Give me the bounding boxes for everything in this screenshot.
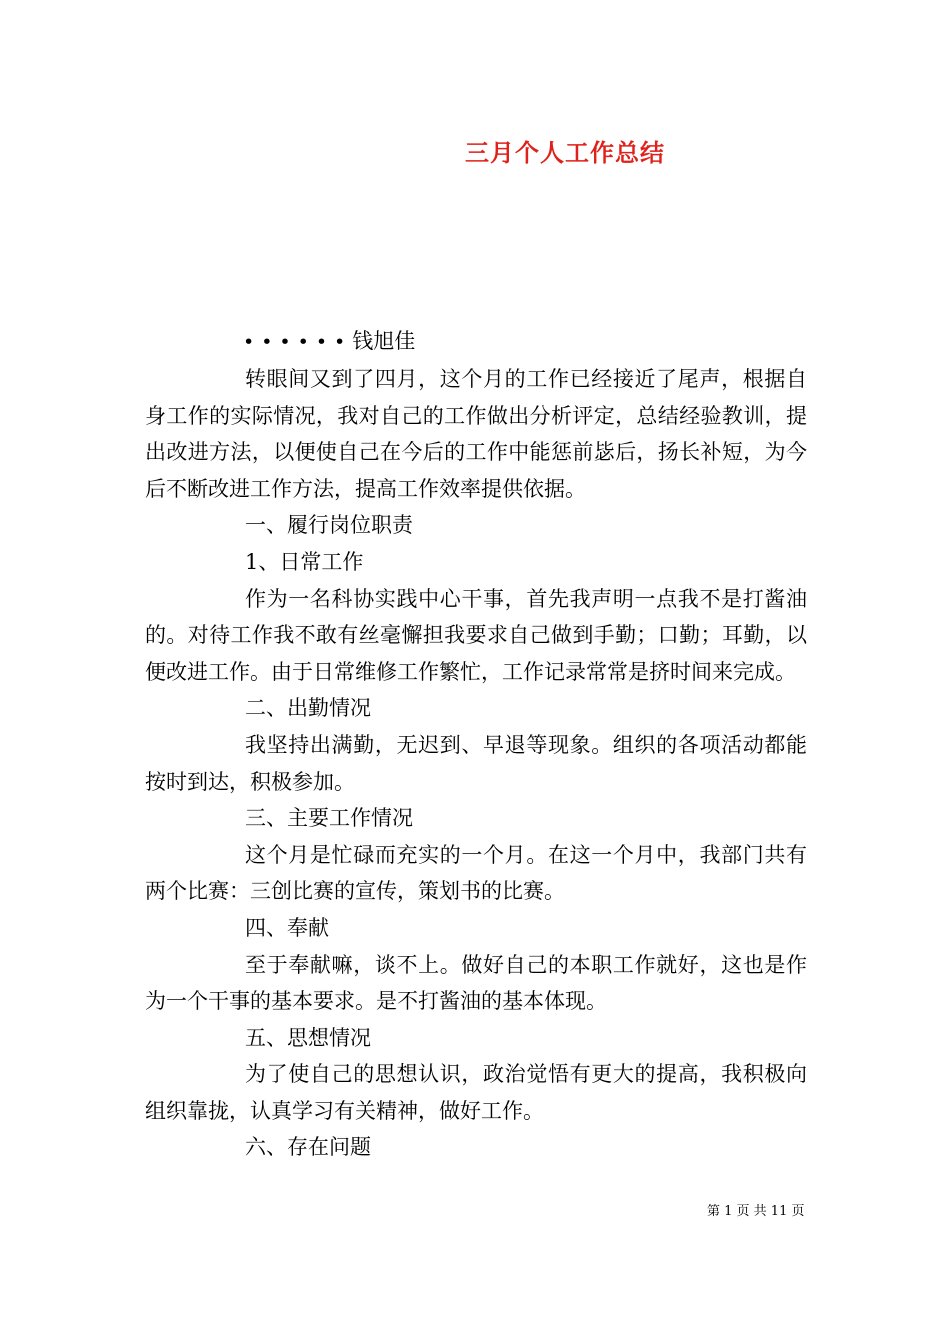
heading-section-5: 五、思想情况 xyxy=(245,1025,371,1050)
heading-section-3: 三、主要工作情况 xyxy=(245,806,413,831)
heading-section-6: 六、存在问题 xyxy=(245,1135,371,1160)
paragraph-intro: 转眼间又到了四月，这个月的工作已经接近了尾声，根据自身工作的实际情况，我对自己的工作做出分析评定，总结经验教训，提出改进方法，以便使自己在今后的工作中能惩前毖后，扬长补短，为今后不断改进工作方法，提高工作效率提供依据。 xyxy=(145,367,807,501)
heading-section-1: 一、履行岗位职责 xyxy=(245,513,413,538)
heading-section-2: 二、出勤情况 xyxy=(245,696,371,721)
subheading-daily-work: 1、日常工作 xyxy=(245,549,364,574)
paragraph-main-work: 这个月是忙碌而充实的一个月。在这一个月中，我部门共有两个比赛：三创比赛的宣传，策划书的比赛。 xyxy=(145,842,807,904)
document-title: 三月个人工作总结 xyxy=(465,138,665,167)
heading-section-4: 四、奉献 xyxy=(245,915,329,940)
author-line xyxy=(243,326,415,357)
author-name: 钱旭佳 xyxy=(352,329,416,353)
paragraph-dedication: 至于奉献嘛，谈不上。做好自己的本职工作就好，这也是作为一个干事的基本要求。是不打酱油的基本体现。 xyxy=(145,952,807,1014)
paragraph-attendance: 我坚持出满勤，无迟到、早退等现象。组织的各项活动都能按时到达，积极参加。 xyxy=(145,732,807,794)
document-body xyxy=(145,361,807,1166)
page-number: 第 1 页 共 11 页 xyxy=(707,1204,805,1219)
paragraph-thoughts: 为了使自己的思想认识，政治觉悟有更大的提高，我积极向组织靠拢，认真学习有关精神，做好工作。 xyxy=(145,1062,807,1123)
author-dots: •••••• xyxy=(243,331,353,353)
paragraph-daily-work: 作为一名科协实践中心干事，首先我声明一点我不是打酱油的。对待工作我不敢有丝毫懈担我要求自己做到手勤；口勤；耳勤，以便改进工作。由于日常维修工作繁忙，工作记录常常是挤时间来完成。 xyxy=(145,586,807,684)
